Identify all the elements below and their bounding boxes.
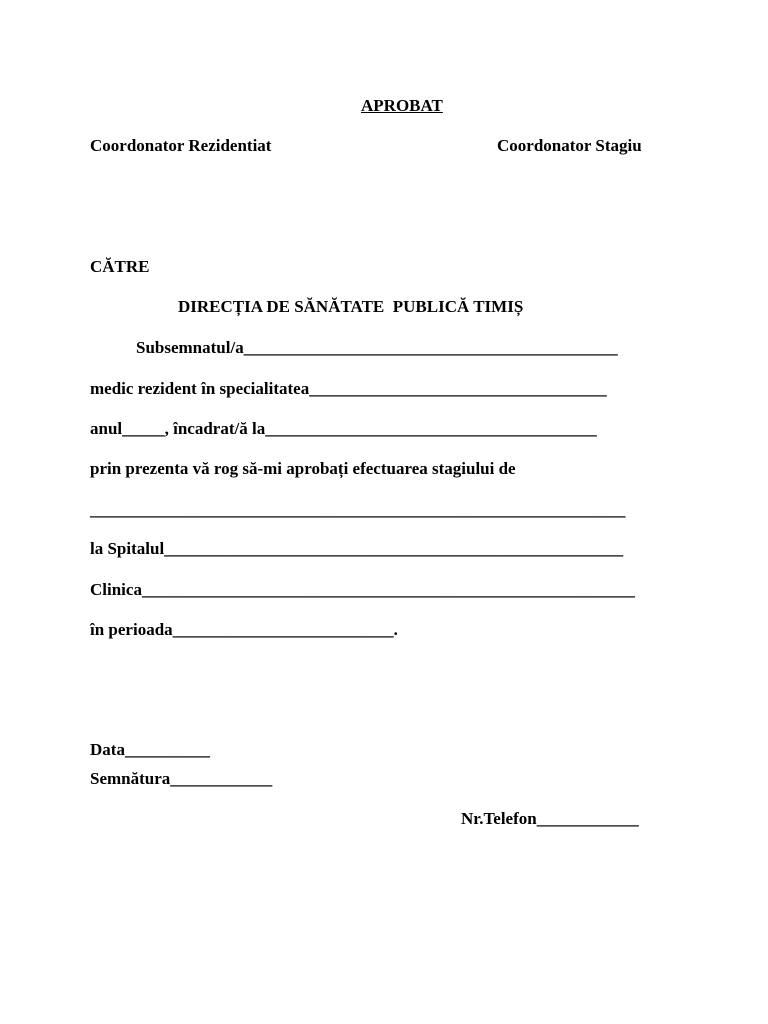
addressee-to: CĂTRE: [90, 257, 150, 276]
form-line-blank: _______________________________________________________________: [90, 500, 626, 519]
coordinator-residency: Coordonator Rezidentiat: [90, 136, 272, 155]
date-field: Data__________: [90, 740, 210, 759]
form-line-clinic: Clinica__________________________________________________________: [90, 580, 635, 599]
form-line-specialty: medic rezident în specialitatea___________________________________: [90, 379, 607, 398]
form-line-name: Subsemnatul/a____________________________________________: [136, 338, 618, 357]
form-line-year: anul_____, încadrat/ă la_______________________________________: [90, 419, 597, 438]
form-line-request: prin prezenta vă rog să-mi aprobați efectuarea stagiului de: [90, 459, 516, 478]
coordinator-internship: Coordonator Stagiu: [497, 136, 642, 155]
addressee-institution: DIRECȚIA DE SĂNĂTATE PUBLICĂ TIMIȘ: [178, 297, 524, 316]
form-line-hospital: la Spitalul______________________________________________________: [90, 539, 624, 558]
phone-field: Nr.Telefon____________: [461, 809, 639, 828]
form-line-period: în perioada__________________________.: [90, 620, 398, 639]
signature-field: Semnătura____________: [90, 769, 273, 788]
approved-title: APROBAT: [361, 96, 443, 115]
